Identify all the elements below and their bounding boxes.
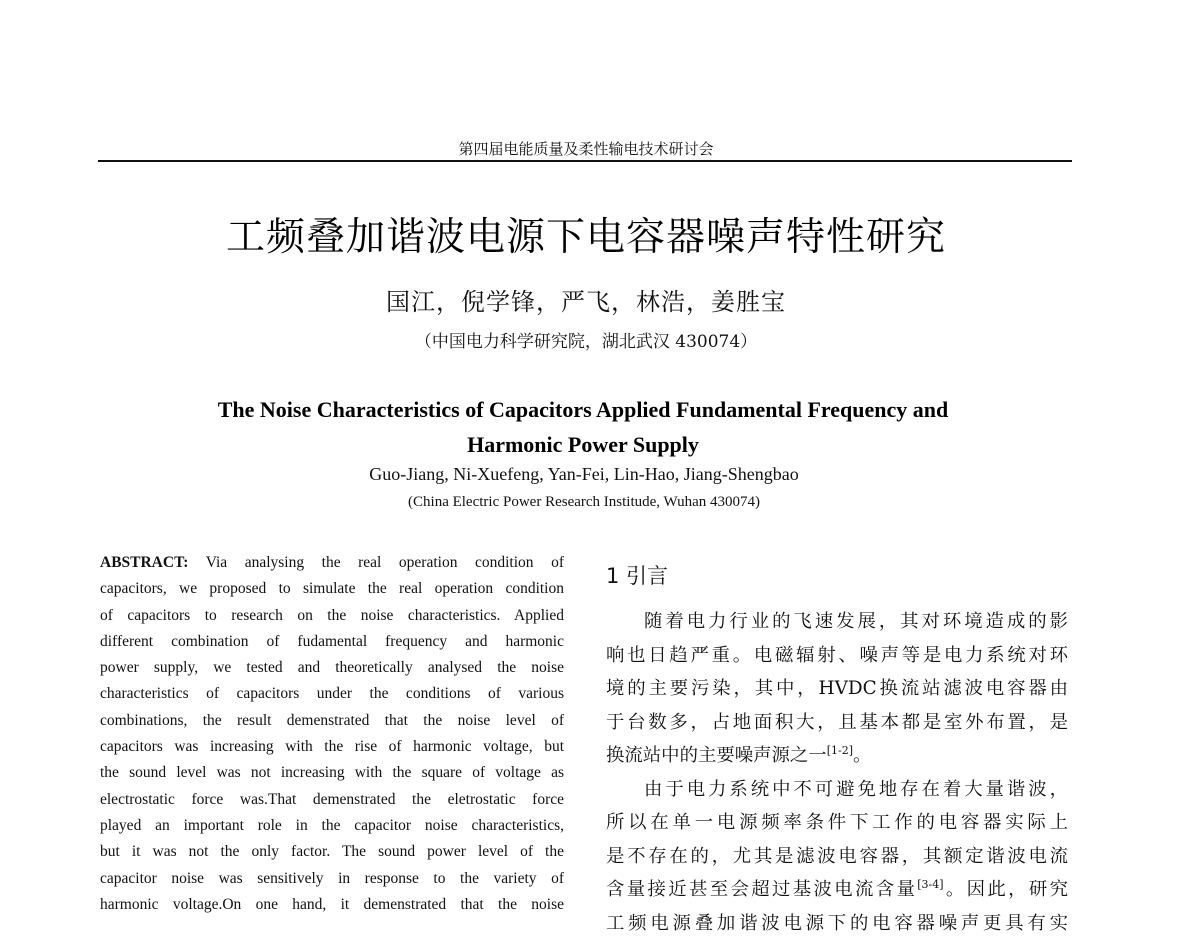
- title-english: [150, 392, 1016, 462]
- abstract-line: harmonic voltage.On one hand, it demenstrated that the noise: [100, 895, 564, 913]
- citation-ref: [1-2]: [826, 744, 853, 757]
- abstract-line: but it was not the only factor. The sound power level of the: [100, 843, 564, 861]
- abstract-first-line-text: Via analysing the real operation condition of: [205, 554, 564, 571]
- citation-ref: [3-4]: [917, 878, 944, 891]
- body-line: 于台数多，占地面积大，且基本都是室外布置，是: [606, 711, 1068, 733]
- authors-chinese: 国江，倪学锋，严飞，林浩，姜胜宝: [386, 288, 786, 316]
- title-english-line-2: Harmonic Power Supply: [467, 432, 699, 457]
- abstract-line: capacitors was increasing with the rise of harmonic voltage, but: [100, 738, 564, 756]
- body-line-end: 。: [853, 745, 872, 766]
- abstract-line: different combination of fudamental frequency and harmonic: [100, 632, 564, 650]
- abstract-line: played an important role in the capacitor noise characteristics,: [100, 816, 564, 834]
- abstract-line: capacitors, we proposed to simulate the real operation condition: [100, 580, 564, 598]
- affiliation-english: (China Electric Power Research Institude, Wuhan 430074): [408, 494, 760, 510]
- abstract: [100, 550, 564, 918]
- introduction-body: [606, 605, 1068, 940]
- body-line-end: 。因此，研究: [943, 879, 1068, 900]
- body-line-text: 含量接近甚至会超过基波电流含量: [606, 879, 918, 900]
- body-line: 是不存在的，尤其是滤波电容器，其额定谐波电流: [606, 845, 1068, 867]
- body-line: 随着电力行业的飞速发展，其对环境造成的影: [644, 611, 1068, 632]
- body-line: [606, 739, 1068, 773]
- running-header: 第四届电能质量及柔性输电技术研讨会: [458, 140, 714, 158]
- abstract-label: ABSTRACT:: [100, 554, 189, 571]
- affiliation-chinese: （中国电力科学研究院，湖北武汉 430074）: [414, 332, 758, 352]
- abstract-line: combinations, the result demenstrated that the noise level of: [100, 711, 564, 729]
- abstract-line: of capacitors to research on the noise characteristics. Applied: [100, 606, 564, 624]
- section-heading-introduction: 1 引言: [606, 564, 669, 588]
- abstract-line: capacitor noise was sensitively in response to the variety of: [100, 869, 564, 887]
- body-line: 所以在单一电源频率条件下工作的电容器实际上: [606, 812, 1068, 833]
- abstract-line: power supply, we tested and theoretically analysed the noise: [100, 659, 564, 677]
- abstract-line: characteristics of capacitors under the conditions of various: [100, 685, 564, 703]
- body-line-text: 换流站中的主要噪声源之一: [606, 745, 827, 766]
- title-chinese: 工频叠加谐波电源下电容器噪声特性研究: [225, 215, 946, 260]
- body-line: 境的主要污染，其中，HVDC换流站滤波电容器由: [606, 678, 1068, 699]
- header-rule: [98, 160, 1072, 162]
- authors-english: Guo-Jiang, Ni-Xuefeng, Yan-Fei, Lin-Hao, Jiang-Shengbao: [369, 464, 799, 484]
- body-line: 工频电源叠加谐波电源下的电容器噪声更具有实: [606, 912, 1068, 934]
- abstract-line: the sound level was not increasing with the square of voltage as: [100, 764, 564, 782]
- body-line: [606, 873, 1068, 907]
- body-line: 响也日趋严重。电磁辐射、噪声等是电力系统对环: [606, 644, 1068, 666]
- abstract-line: electrostatic force was.That demenstrated the eletrostatic force: [100, 790, 564, 808]
- title-english-line-1: The Noise Characteristics of Capacitors Applied Fundamental Frequency and: [217, 397, 949, 422]
- abstract-line: [100, 550, 564, 576]
- body-line: 由于电力系统中不可避免地存在着大量谐波，: [644, 778, 1068, 800]
